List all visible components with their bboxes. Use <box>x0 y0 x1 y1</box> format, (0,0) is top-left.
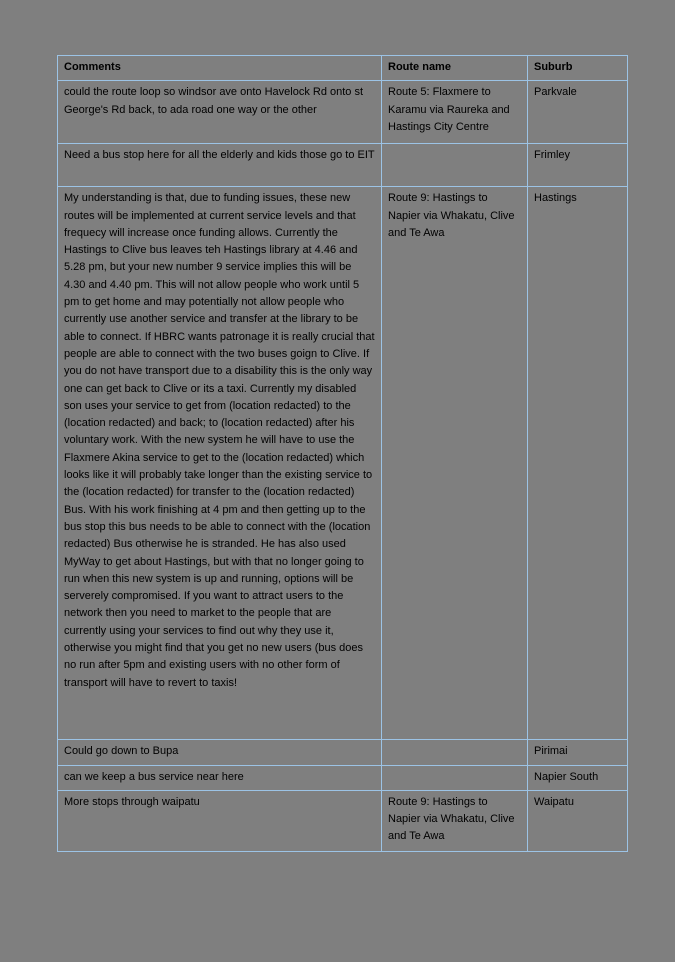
comment-cell: Could go down to Bupa <box>58 740 382 765</box>
table-row <box>58 790 628 851</box>
table-body <box>58 81 628 852</box>
table-row <box>58 740 628 765</box>
suburb-cell: Pirimai <box>528 740 628 765</box>
route-cell: Route 5: Flaxmere to Karamu via Raureka and Hastings City Centre <box>382 81 528 144</box>
comment-cell: could the route loop so windsor ave onto Havelock Rd onto st George's Rd back, to ada road one way or the other <box>58 81 382 144</box>
route-cell: Route 9: Hastings to Napier via Whakatu, Clive and Te Awa <box>382 187 528 740</box>
suburb-cell: Parkvale <box>528 81 628 144</box>
table-row <box>58 187 628 740</box>
table-row <box>58 765 628 790</box>
header-comments: Comments <box>58 56 382 81</box>
route-cell <box>382 740 528 765</box>
comment-cell: Need a bus stop here for all the elderly and kids those go to EIT <box>58 144 382 187</box>
comment-cell: can we keep a bus service near here <box>58 765 382 790</box>
header-suburb: Suburb <box>528 56 628 81</box>
feedback-table <box>57 55 628 852</box>
route-cell <box>382 144 528 187</box>
route-cell <box>382 765 528 790</box>
header-row <box>58 56 628 81</box>
suburb-cell: Hastings <box>528 187 628 740</box>
route-cell: Route 9: Hastings to Napier via Whakatu, Clive and Te Awa <box>382 790 528 851</box>
table-row <box>58 81 628 144</box>
table-row <box>58 144 628 187</box>
suburb-cell: Waipatu <box>528 790 628 851</box>
comment-cell: More stops through waipatu <box>58 790 382 851</box>
suburb-cell: Napier South <box>528 765 628 790</box>
comment-cell: My understanding is that, due to funding issues, these new routes will be implemented at current service levels and that frequecy will increase once funding allows. Currently the Hastings to Clive bus leaves teh Hastings library at 4.46 and 5.28 pm, but your new number 9 service implies this will be 4.30 and 4.40 pm. This will not allow people who work until 5 pm to get home and may potentially not allow people who currently use another service and transfer at the library to be able to connect. If HBRC wants patronage it is really crucial that people are able to connect with the two buses goign to Clive. If you do not have transport due to a disability this is the only way one can get back to Clive or its a taxi. Currently my disabled son uses your service to get from (location redacted) to the (location redacted) and back; to (location redacted) after his voluntary work. With the new system he will have to use the Flaxmere Akina service to get to the (location redacted) which looks like it will probably take longer than the existing service to the (location redacted) for transfer to the (location redacted) Bus. With his work finishing at 4 pm and then getting up to the bus stop this bus needs to be able to connect with the (location redacted) Bus otherwise he is stranded. He has also used MyWay to get about Hastings, but with that no longer going to run when this new system is up and running, options will be serverely compromised. If you want to attract users to the network then you need to market to the people that are currently using your services to find out why they use it, otherwise you might find that you get no new users (bus does no run after 5pm and existing users with no other form of transport will have to revert to taxis! <box>58 187 382 740</box>
header-route-name: Route name <box>382 56 528 81</box>
table-header <box>58 56 628 81</box>
suburb-cell: Frimley <box>528 144 628 187</box>
